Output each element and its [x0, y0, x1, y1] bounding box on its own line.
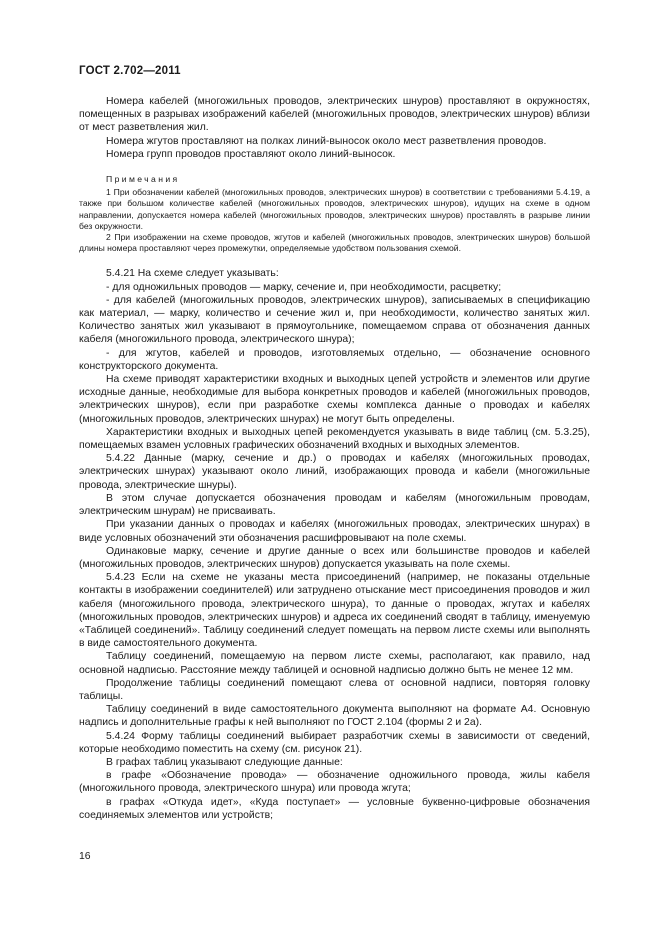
note-item: 1 При обозначении кабелей (многожильных проводов, электрических шнуров) в соответствии с требованиями 5.4.19, а также при большом количестве кабелей (многожильных проводов, электрических шнуров), идущих на схеме в одном направлении, допускается номера кабелей (многожильных проводов, электрических шнуров) проставлять в разрыве линии без окружности. [79, 187, 590, 231]
paragraph: Таблицу соединений, помещаемую на первом листе схемы, располагают, как правило, над основной надписью. Расстояние между таблицей и основной надписью должно быть не менее 12 мм. [79, 651, 590, 676]
notes-section [79, 174, 590, 254]
page-number: 16 [79, 851, 91, 862]
paragraph: 5.4.23 Если на схеме не указаны места присоединений (например, не показаны отдельные контакты в изображении соединителей) или затруднено отыскание мест присоединения проводов и жил кабеля (многожильного провода, электрического шнура), то данные о проводах, жгутах и кабелях (многожильных проводов, электрических шнуров) и адреса их соединений сводят в таблицу, именуемую «Таблицей соединений». Таблицу соединений следует помещать на первом листе схемы или выполнять в виде самостоятельного документа. [79, 572, 590, 650]
paragraph: Номера групп проводов проставляют около линий-выносок. [106, 148, 396, 160]
paragraph: Продолжение таблицы соединений помещают слева от основной надписи, повторяя головку таблицы. [79, 677, 590, 702]
paragraph: При указании данных о проводах и кабелях (многожильных проводах, электрических шнурах) в виде условных обозначений эти обозначения расшифровывают на поле схемы. [79, 519, 590, 544]
paragraph: - для жгутов, кабелей и проводов, изготовляемых отдельно, — обозначение основного конструкторского документа. [79, 347, 590, 372]
paragraph: в графах «Откуда идет», «Куда поступает» — условные буквенно-цифровые обозначения соединяемых элементов или устройств; [79, 796, 590, 821]
paragraph: 5.4.24 Форму таблицы соединений выбирает разработчик схемы в зависимости от сведений, которые необходимо поместить на схему (см. рисунок 21). [79, 730, 590, 755]
paragraph: Одинаковые марку, сечение и другие данные о всех или большинстве проводов и кабелей (многожильных проводов, электрических шнуров) допускается указывать на поле схемы. [79, 545, 590, 570]
paragraph: - для одножильных проводов — марку, сечение и, при необходимости, расцветку; [106, 281, 502, 293]
document-header: ГОСТ 2.702—2011 [79, 65, 181, 77]
paragraph: 5.4.22 Данные (марку, сечение и др.) о проводах и кабелях (многожильных проводах, электрических шнурах) указывают около линий, изображающих провода и кабели (многожильные провода, электрические шнуры). [79, 453, 590, 491]
document-body [79, 95, 590, 822]
note-item: 2 При изображении на схеме проводов, жгутов и кабелей (многожильных проводов, электрических шнуров) большой длины номера проставляют через промежутки, определяемые удобством пользования схемой. [79, 232, 590, 254]
notes-title: Примечания [106, 174, 180, 185]
paragraph: Характеристики входных и выходных цепей рекомендуется указывать в виде таблиц (см. 5.3.25), помещаемых взамен условных графических обозначений входных и выходных элементов. [79, 426, 590, 452]
paragraph: На схеме приводят характеристики входных и выходных цепей устройств и элементов или другие исходные данные, необходимые для выбора конкретных проводов и кабелей (многожильных проводов, электрических шнуров), если при разработке схемы комплекса данные о проводах и кабелях (многожильных проводов, электрических шнурах) не могут быть определены. [79, 374, 590, 425]
paragraph: Таблицу соединений в виде самостоятельного документа выполняют на формате А4. Основную надпись и дополнительные графы к ней выполняют по ГОСТ 2.104 (формы 2 и 2а). [79, 704, 590, 729]
paragraph: Номера жгутов проставляют на полках линий-выносок около мест разветвления проводов. [106, 135, 547, 147]
paragraph: - для кабелей (многожильных проводов, электрических шнуров), записываемых в спецификацию как материал, — марку, количество и сечение жил и, при необходимости, количество занятых жил. Количество занятых жил указывают в прямоугольнике, помещаемом справа от обозначения данных кабеля (многожильного провода, электрического шнура); [79, 294, 590, 346]
paragraph: Номера кабелей (многожильных проводов, электрических шнуров) проставляют в окружностях, помещенных в разрывах изображений кабелей (многожильных проводов, электрических шнуров) вблизи от мест разветвления жил. [79, 96, 590, 134]
paragraph: 5.4.21 На схеме следует указывать: [106, 268, 279, 280]
paragraph: В графах таблиц указывают следующие данные: [106, 756, 343, 768]
main-section [79, 267, 590, 822]
intro-section [79, 95, 590, 161]
paragraph: в графе «Обозначение провода» — обозначение одножильного провода, жилы кабеля (многожильного провода, электрического шнура) или провода жгута; [79, 770, 590, 795]
paragraph: В этом случае допускается обозначения проводам и кабелям (многожильным проводам, электрическим шнурам) не присваивать. [79, 492, 590, 518]
